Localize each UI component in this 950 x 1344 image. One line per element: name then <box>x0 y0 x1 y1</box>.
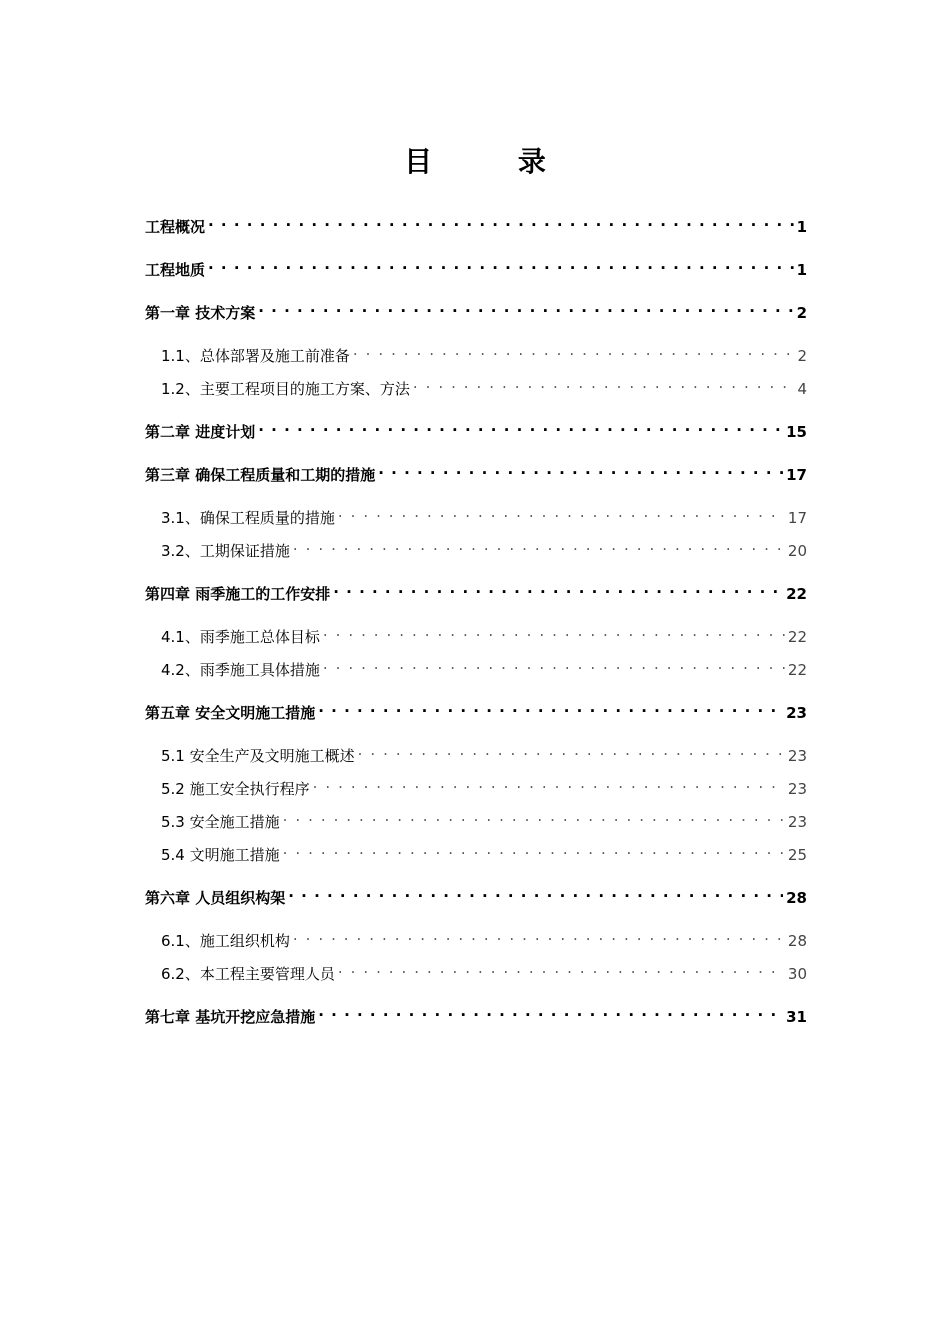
toc-entry[interactable] <box>145 296 807 324</box>
toc-leader-dots <box>318 696 783 718</box>
toc-entry-label: 第四章 雨季施工的工作安排 <box>145 585 331 603</box>
toc-entry[interactable] <box>145 924 807 952</box>
toc-leader-dots <box>258 296 793 318</box>
toc-entry[interactable] <box>145 210 807 238</box>
toc-entry-page: 17 <box>786 466 807 484</box>
toc-entry[interactable] <box>145 838 807 866</box>
toc-entry-page: 28 <box>787 932 807 950</box>
toc-entry-page: 1 <box>796 218 807 236</box>
toc-entry[interactable] <box>145 696 807 724</box>
toc-entry-page: 2 <box>797 347 807 365</box>
toc-entry-label: 3.1、确保工程质量的措施 <box>161 509 335 527</box>
toc-entry[interactable] <box>145 620 807 648</box>
toc-entry-label: 第一章 技术方案 <box>145 304 256 322</box>
toc-leader-dots <box>313 772 785 794</box>
toc-entry[interactable] <box>145 534 807 562</box>
toc-entry[interactable] <box>145 501 807 529</box>
toc-entry-label: 4.1、雨季施工总体目标 <box>161 628 320 646</box>
toc-leader-dots <box>288 881 783 903</box>
toc-leader-dots <box>378 458 783 480</box>
toc-entry-label: 第六章 人员组织构架 <box>145 889 286 907</box>
toc-entry-label: 5.3 安全施工措施 <box>161 813 280 831</box>
toc-entry[interactable] <box>145 881 807 909</box>
toc-entry-page: 20 <box>787 542 807 560</box>
toc-entry-page: 15 <box>786 423 807 441</box>
toc-entry-label: 1.2、主要工程项目的施工方案、方法 <box>161 380 410 398</box>
toc-entry[interactable] <box>145 653 807 681</box>
toc-entry-label: 3.2、工期保证措施 <box>161 542 290 560</box>
toc-entry-label: 1.1、总体部署及施工前准备 <box>161 347 350 365</box>
toc-entry[interactable] <box>145 372 807 400</box>
toc-entry[interactable] <box>145 739 807 767</box>
toc-leader-dots <box>293 534 785 556</box>
toc-title: 目 录 <box>404 145 584 178</box>
toc-leader-dots <box>338 501 785 523</box>
toc-entry[interactable] <box>145 957 807 985</box>
toc-entry-label: 第三章 确保工程质量和工期的措施 <box>145 466 376 484</box>
toc-entry-label: 工程地质 <box>145 261 206 279</box>
toc-leader-dots <box>333 577 783 599</box>
toc-entry[interactable] <box>145 339 807 367</box>
toc-leader-dots <box>358 739 785 761</box>
toc-leader-dots <box>258 415 783 437</box>
toc-entry-page: 23 <box>786 704 807 722</box>
toc-entry-page: 22 <box>787 628 807 646</box>
toc-entry-label: 6.2、本工程主要管理人员 <box>161 965 335 983</box>
toc-leader-dots <box>208 253 794 275</box>
toc-entry-page: 4 <box>797 380 807 398</box>
toc-entry-page: 17 <box>787 509 807 527</box>
toc-entry-label: 工程概况 <box>145 218 206 236</box>
toc-entry-page: 30 <box>787 965 807 983</box>
toc-entry-label: 5.4 文明施工措施 <box>161 846 280 864</box>
toc-leader-dots <box>338 957 785 979</box>
toc-leader-dots <box>413 372 795 394</box>
toc-leader-dots <box>323 653 785 675</box>
toc-entry-page: 22 <box>786 585 807 603</box>
toc-entry-page: 23 <box>787 780 807 798</box>
toc-entry-label: 4.2、雨季施工具体措施 <box>161 661 320 679</box>
toc-entry-page: 31 <box>786 1008 807 1026</box>
toc-entry[interactable] <box>145 772 807 800</box>
toc-leader-dots <box>293 924 785 946</box>
toc-entry-label: 6.1、施工组织机构 <box>161 932 290 950</box>
toc-entry-label: 第五章 安全文明施工措施 <box>145 704 316 722</box>
toc-leader-dots <box>283 838 785 860</box>
toc-entry[interactable] <box>145 253 807 281</box>
toc-entry[interactable] <box>145 805 807 833</box>
toc-entry-label: 第二章 进度计划 <box>145 423 256 441</box>
toc-entry-label: 5.1 安全生产及文明施工概述 <box>161 747 355 765</box>
toc-entry[interactable] <box>145 415 807 443</box>
toc-leader-dots <box>323 620 785 642</box>
toc-entry-page: 1 <box>796 261 807 279</box>
toc-entry-page: 25 <box>787 846 807 864</box>
toc-entry[interactable] <box>145 458 807 486</box>
toc-entry[interactable] <box>145 577 807 605</box>
toc-leader-dots <box>353 339 795 361</box>
toc-leader-dots <box>283 805 785 827</box>
toc-entry-page: 28 <box>786 889 807 907</box>
toc-entry-label: 第七章 基坑开挖应急措施 <box>145 1008 316 1026</box>
toc-entry-page: 2 <box>796 304 807 322</box>
toc-entry-page: 22 <box>787 661 807 679</box>
toc-leader-dots <box>318 1000 783 1022</box>
toc-entry-label: 5.2 施工安全执行程序 <box>161 780 310 798</box>
toc-leader-dots <box>208 210 794 232</box>
toc-entry-page: 23 <box>787 813 807 831</box>
toc-entry[interactable] <box>145 1000 807 1028</box>
toc-entry-page: 23 <box>787 747 807 765</box>
